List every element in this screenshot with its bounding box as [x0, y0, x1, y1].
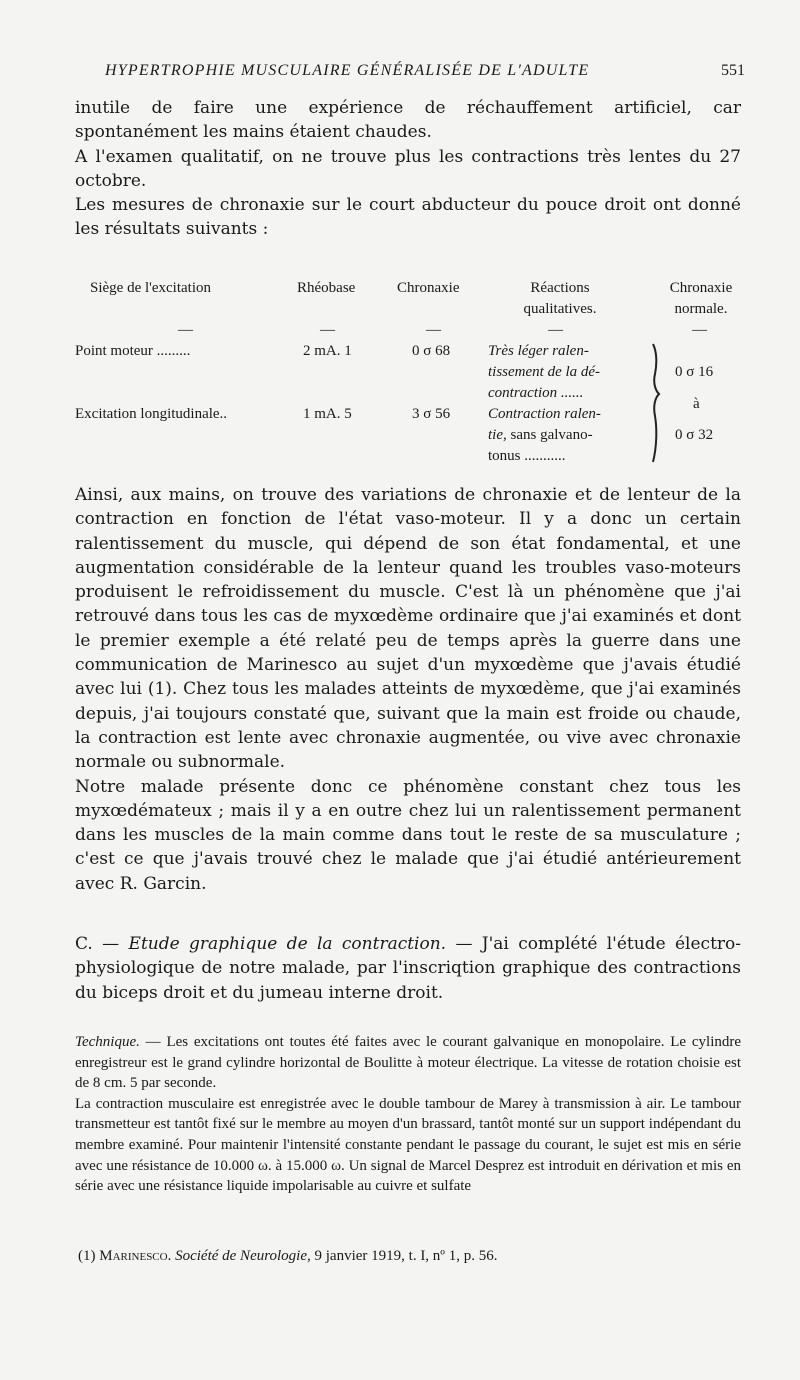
footnote-number: (1) — [78, 1248, 96, 1264]
row2-reaction-roman: sans galvano- — [510, 427, 593, 443]
row1-rheobase: 2 mA. 1 — [303, 343, 352, 359]
section-c-text: — J'ai complété l'étude électro-physiologique de notre malade, par l'inscriqtion graphique des contractions du biceps droit et du jumeau interne droit. — [75, 934, 741, 1003]
dash-chronaxie: — — [426, 322, 441, 338]
row1-chronaxie: 0 σ 68 — [412, 343, 451, 359]
dash-siege: — — [178, 322, 193, 338]
section-c — [75, 932, 741, 1005]
running-title: HYPERTROPHIE MUSCULAIRE GÉNÉRALISÉE DE L'ADULTE — [105, 62, 590, 79]
body-text — [75, 483, 741, 896]
normale-sep: à — [693, 396, 700, 412]
body-paragraph-1: Ainsi, aux mains, on trouve des variations de chronaxie et de lenteur de la contraction en fonction de l'état vaso-moteur. Il y a donc un certain ralentissement du muscle, qui dépend de son état fondamental, et une augmentation considérable de la lenteur quand les troubles vaso-moteurs produisent le refroidissement du muscle. C'est là un phénomène que j'ai retrouvé dans tous les cas de myxœdème ordinaire que j'ai examinés et dont le premier exemple a été relaté peu de temps après la guerre dans une communication de Marinesco au sujet d'un myxœdème que j'avais étudié avec lui (1). Chez tous les malades atteints de myxœdème, que j'ai examinés depuis, j'ai toujours constaté que, suivant que la main est froide ou chaude, la contraction est lente avec chronaxie augmentée, ou vive avec chronaxie normale ou subnormale. — [75, 485, 741, 773]
section-c-label: C. — — [75, 934, 120, 954]
intro-paragraph-2: A l'examen qualitatif, on ne trouve plus les contractions très lentes du 27 octobre. — [75, 146, 741, 191]
normale-low: 0 σ 16 — [675, 364, 714, 380]
curly-brace-icon — [645, 342, 667, 464]
technique-label: Technique. — [75, 1034, 140, 1050]
row2-siege: Excitation longitudinale.. — [75, 406, 228, 422]
dash-rheobase: — — [320, 322, 335, 338]
header-chronaxie-normale: Chronaxie normale. — [669, 280, 733, 317]
footnote — [78, 1248, 744, 1265]
intro-paragraph-3: Les mesures de chronaxie sur le court abducteur du pouce droit ont donné les résultats suivants : — [75, 195, 741, 240]
running-header — [105, 62, 745, 80]
row2-chronaxie: 3 σ 56 — [412, 406, 451, 422]
technique-text — [75, 1032, 741, 1197]
row2-reaction-line3: tonus ........... — [488, 448, 566, 464]
section-c-paragraph — [75, 932, 741, 1005]
header-chronaxie: Chronaxie — [397, 280, 460, 296]
footnote-journal: Société de Neurologie, — [175, 1248, 311, 1264]
row2-reaction-italic: tie, — [488, 427, 507, 443]
footnote-author: Marinesco. — [99, 1248, 172, 1264]
row1-reaction-line3: contraction ...... — [488, 385, 584, 401]
row1-reaction-line1: Très léger ralen- — [488, 343, 589, 359]
normale-high: 0 σ 32 — [675, 427, 714, 443]
row1-reaction-line2: tissement de la dé- — [488, 364, 601, 380]
row2-rheobase: 1 mA. 5 — [303, 406, 352, 422]
technique-paragraph-1 — [75, 1032, 741, 1094]
intro-paragraph-1: inutile de faire une expérience de réchauffement artificiel, car spontanément les mains étaient chaudes. — [75, 98, 741, 143]
dash-normale: — — [692, 322, 707, 338]
body-paragraph-2: Notre malade présente donc ce phénomène constant chez tous les myxœdémateux ; mais il y a en outre chez lui un ralentissement permanent dans les muscles de la main comme dans tout le reste de sa musculature ; c'est ce que j'avais trouvé chez le malade que j'ai étudié antérieurement avec R. Garcin. — [75, 776, 741, 894]
dash-reactions: — — [548, 322, 563, 338]
header-reactions: Réactions qualitatives. — [523, 280, 597, 317]
row2-reaction-line2 — [488, 425, 593, 446]
row1-siege: Point moteur ......... — [75, 343, 191, 359]
footnote-reference: 9 janvier 1919, t. I, nº 1, p. 56. — [314, 1248, 498, 1264]
row2-reaction-line1: Contraction ralen- — [488, 406, 601, 422]
intro-text — [75, 96, 741, 242]
header-siege: Siège de l'excitation — [90, 280, 211, 296]
section-c-title: Etude graphique de la contraction. — [128, 934, 447, 954]
technique-paragraph-2: La contraction musculaire est enregistrée avec le double tambour de Marey à transmission à air. Le tambour transmetteur est tantôt fixé sur le membre au moyen d'un brassard, tantôt monté sur un support indépendant du membre examiné. Pour maintenir l'intensité constante pendant le passage du courant, le sujet est mis en série avec une résistance de 10.000 ω. à 15.000 ω. Un signal de Marcel Desprez est introduit en dérivation et mis en série avec une résistance liquide impolarisable au cuivre et sulfate — [75, 1095, 741, 1195]
technique-text-1: — Les excitations ont toutes été faites avec le courant galvanique en monopolaire. Le cylindre enregistreur est le grand cylindre horizontal de Boulitte à moteur électrique. La vitesse de rotation choisie est de 8 cm. 5 par seconde. — [75, 1034, 742, 1092]
header-rheobase: Rhéobase — [297, 280, 356, 296]
row1-reaction-line3-wrap — [488, 383, 583, 404]
page-number: 551 — [721, 62, 745, 79]
